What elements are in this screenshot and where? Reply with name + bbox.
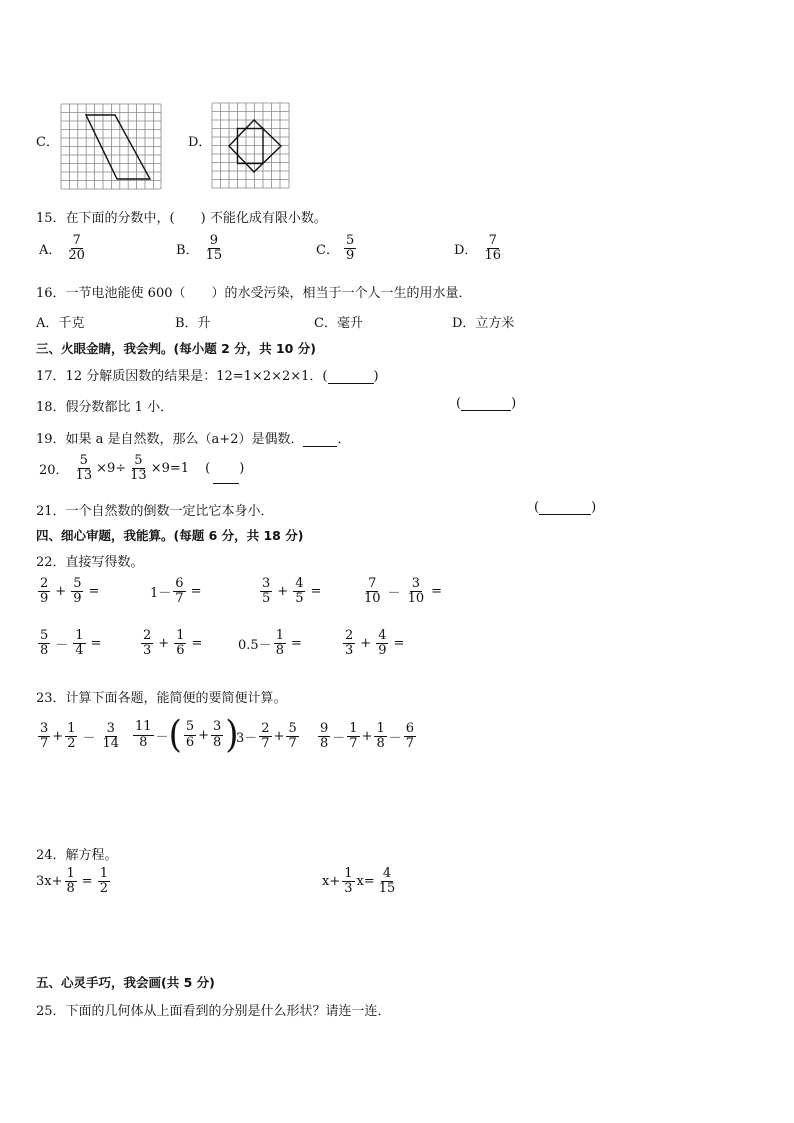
q20-answer-blank[interactable] xyxy=(213,483,239,484)
equals: = xyxy=(81,874,93,890)
option-label: C． xyxy=(316,243,339,259)
q21-text: 21．一个自然数的倒数一定比它本身小． xyxy=(36,504,274,519)
denominator: 7 xyxy=(261,736,270,752)
q25-stem: 25．下面的几何体从上面看到的分别是什么形状？请连一连． xyxy=(36,1004,391,1019)
denominator: 6 xyxy=(185,734,195,750)
q19 xyxy=(36,428,351,447)
denominator: 14 xyxy=(102,736,120,752)
denominator: 5 xyxy=(295,591,304,607)
denominator: 7 xyxy=(175,591,184,607)
operator: + xyxy=(273,729,285,745)
operator: + xyxy=(55,584,67,600)
q22-expr-2 xyxy=(150,577,204,607)
denominator: 8 xyxy=(275,643,284,659)
operator: － xyxy=(332,731,346,747)
numerator: 5 xyxy=(73,576,82,591)
numerator: 1 xyxy=(275,628,284,643)
denominator: 9 xyxy=(378,643,387,659)
q22-expr-7 xyxy=(238,629,305,659)
denominator: 15 xyxy=(378,881,396,897)
q21-answer xyxy=(534,500,596,515)
denominator: 7 xyxy=(288,736,297,752)
numerator: 5 xyxy=(185,719,195,735)
left-paren: ( xyxy=(168,713,182,757)
grid-figure-d xyxy=(211,102,290,189)
numerator: 5 xyxy=(288,721,297,736)
denominator: 13 xyxy=(75,468,93,484)
q23-calc-2 xyxy=(131,713,239,757)
close-paren: ) xyxy=(591,500,597,515)
denominator: 13 xyxy=(130,468,147,484)
q17 xyxy=(36,365,379,384)
denominator: 4 xyxy=(75,643,84,659)
denominator: 3 xyxy=(344,881,353,897)
q17-answer-blank[interactable] xyxy=(328,383,374,384)
numerator: 4 xyxy=(382,866,392,881)
q15-option-a[interactable] xyxy=(36,234,89,264)
q20-mid: ×9÷ xyxy=(96,461,127,477)
numerator: 9 xyxy=(320,721,329,736)
q21-answer-blank[interactable] xyxy=(539,514,591,515)
q15-stem: 15．在下面的分数中，( ) 不能化成有限小数。 xyxy=(36,211,327,226)
option-label: A． xyxy=(39,243,62,259)
denominator: 7 xyxy=(405,736,415,752)
grid-figure-c xyxy=(60,103,162,190)
numerator: 5 xyxy=(345,233,355,248)
prefix: 3－ xyxy=(236,731,258,747)
q22-expr-4 xyxy=(360,577,445,607)
operator: + xyxy=(198,727,210,743)
option-label: B． xyxy=(176,243,199,259)
numerator: 5 xyxy=(79,453,88,468)
numerator: 1 xyxy=(176,628,185,643)
equals: = xyxy=(190,584,202,600)
numerator: 1 xyxy=(376,721,385,736)
operator: － xyxy=(155,729,169,745)
q23-stem: 23．计算下面各题，能简便的要简便计算。 xyxy=(36,691,287,706)
denominator: 5 xyxy=(262,591,271,607)
denominator: 9 xyxy=(345,248,355,264)
q16-option-a[interactable]: A．千克 xyxy=(36,316,85,331)
numerator: 2 xyxy=(345,628,354,643)
close-paren: ) xyxy=(239,461,245,477)
operator: + xyxy=(52,729,64,745)
numerator: 7 xyxy=(72,233,81,248)
open-paren: ( xyxy=(534,500,540,515)
q22-expr-6 xyxy=(139,629,205,659)
numerator: 3 xyxy=(40,721,49,736)
numerator: 1 xyxy=(75,628,84,643)
q15-option-b[interactable] xyxy=(173,234,226,264)
numerator: 1 xyxy=(349,721,358,736)
prefix: x+ xyxy=(322,874,341,890)
numerator: 1 xyxy=(66,866,75,881)
right-paren: ) xyxy=(225,713,239,757)
operator: + xyxy=(158,636,170,652)
numerator: 11 xyxy=(135,719,152,735)
numerator: 1 xyxy=(99,866,108,881)
q19-end: ． xyxy=(337,432,351,447)
open-paren: ( xyxy=(456,396,462,411)
q16-option-d[interactable]: D．立方米 xyxy=(452,316,515,331)
q18-text: 18．假分数都比 1 小． xyxy=(36,400,174,415)
option-c-label: C． xyxy=(36,135,59,150)
q16-option-b[interactable]: B．升 xyxy=(175,316,211,331)
denominator: 6 xyxy=(176,643,185,659)
q17-close-paren: ) xyxy=(373,369,379,384)
numerator: 1 xyxy=(344,866,353,881)
q18-answer xyxy=(456,396,516,411)
numerator: 5 xyxy=(40,628,49,643)
numerator: 7 xyxy=(488,233,497,248)
q20-tail: ×9=1 xyxy=(150,461,190,477)
operator: － xyxy=(388,731,402,747)
operator: + xyxy=(277,584,289,600)
equals: = xyxy=(431,584,443,600)
q23-calc-4 xyxy=(316,722,418,752)
denominator: 9 xyxy=(73,591,82,607)
numerator: 2 xyxy=(143,628,152,643)
q24-equation-1 xyxy=(36,867,112,897)
numerator: 4 xyxy=(295,576,304,591)
denominator: 2 xyxy=(99,881,108,897)
section-4-heading: 四、细心审题，我能算。(每题 6 分，共 18 分) xyxy=(36,528,304,543)
numerator: 3 xyxy=(411,576,420,591)
section-3-heading: 三、火眼金睛，我会判。(每小题 2 分，共 10 分) xyxy=(36,341,316,356)
numerator: 6 xyxy=(175,576,184,591)
equals: = xyxy=(393,636,405,652)
q20 xyxy=(36,454,244,484)
numerator: 2 xyxy=(261,721,270,736)
q23-calc-3 xyxy=(236,722,301,752)
q22-expr-8 xyxy=(341,629,407,659)
denominator: 15 xyxy=(205,248,223,264)
q19-answer-blank[interactable] xyxy=(303,446,337,447)
operator: + xyxy=(361,729,373,745)
q19-text: 19．如果 a 是自然数，那么（a+2）是偶数． xyxy=(36,432,304,447)
q23-calc-1 xyxy=(36,722,123,752)
q22-expr-1 xyxy=(36,577,102,607)
denominator: 10 xyxy=(407,591,425,607)
denominator: 8 xyxy=(66,881,75,897)
equals: = xyxy=(290,636,302,652)
denominator: 8 xyxy=(40,643,49,659)
q16-option-c[interactable]: C．毫升 xyxy=(314,316,363,331)
section-5-heading: 五、心灵手巧，我会画(共 5 分) xyxy=(36,975,215,990)
operator: － xyxy=(82,731,96,747)
denominator: 3 xyxy=(143,643,152,659)
denominator: 10 xyxy=(364,591,381,607)
operator: + xyxy=(360,636,372,652)
q15-option-c[interactable] xyxy=(313,234,358,264)
q22-stem: 22．直接写得数。 xyxy=(36,555,144,570)
numerator: 9 xyxy=(209,233,218,248)
equals: = xyxy=(310,584,322,600)
prefix: 3x+ xyxy=(36,874,63,890)
q22-expr-3 xyxy=(258,577,324,607)
denominator: 8 xyxy=(320,736,329,752)
numerator: 4 xyxy=(378,628,387,643)
mid: x= xyxy=(356,874,375,890)
open-paren: ( xyxy=(205,461,211,477)
q22-expr-5 xyxy=(36,629,104,659)
operator: － xyxy=(387,586,401,602)
q18-answer-blank[interactable] xyxy=(461,410,511,411)
option-d-label: D． xyxy=(188,135,212,150)
equals: = xyxy=(90,636,102,652)
denominator: 3 xyxy=(345,643,354,659)
numerator: 3 xyxy=(213,719,222,735)
numerator: 7 xyxy=(368,576,377,591)
numerator: 2 xyxy=(40,576,49,591)
numerator: 1 xyxy=(67,721,76,736)
q24-stem: 24．解方程。 xyxy=(36,848,118,863)
equals: = xyxy=(191,636,203,652)
denominator: 20 xyxy=(68,248,85,264)
denominator: 7 xyxy=(40,736,49,752)
denominator: 16 xyxy=(484,248,501,264)
option-label: D． xyxy=(454,243,478,259)
close-paren: ) xyxy=(511,396,517,411)
numerator: 3 xyxy=(262,576,271,591)
prefix: 0.5－ xyxy=(238,638,272,654)
q17-text: 17．12 分解质因数的结果是：12=1×2×2×1．( xyxy=(36,369,328,384)
denominator: 8 xyxy=(376,736,385,752)
denominator: 8 xyxy=(213,734,222,750)
q20-label: 20． xyxy=(39,463,69,479)
q16-stem: 16．一节电池能使 600（ ）的水受污染，相当于一个人一生的用水量． xyxy=(36,286,472,301)
denominator: 8 xyxy=(139,734,148,750)
q15-option-d[interactable] xyxy=(451,234,505,264)
prefix: 1－ xyxy=(150,586,172,602)
denominator: 2 xyxy=(67,736,76,752)
equals: = xyxy=(88,584,100,600)
operator: － xyxy=(55,638,69,654)
denominator: 7 xyxy=(349,736,358,752)
numerator: 3 xyxy=(106,721,115,736)
denominator: 9 xyxy=(40,591,49,607)
q24-equation-2 xyxy=(322,867,399,897)
numerator: 6 xyxy=(405,721,415,736)
numerator: 5 xyxy=(134,453,143,468)
